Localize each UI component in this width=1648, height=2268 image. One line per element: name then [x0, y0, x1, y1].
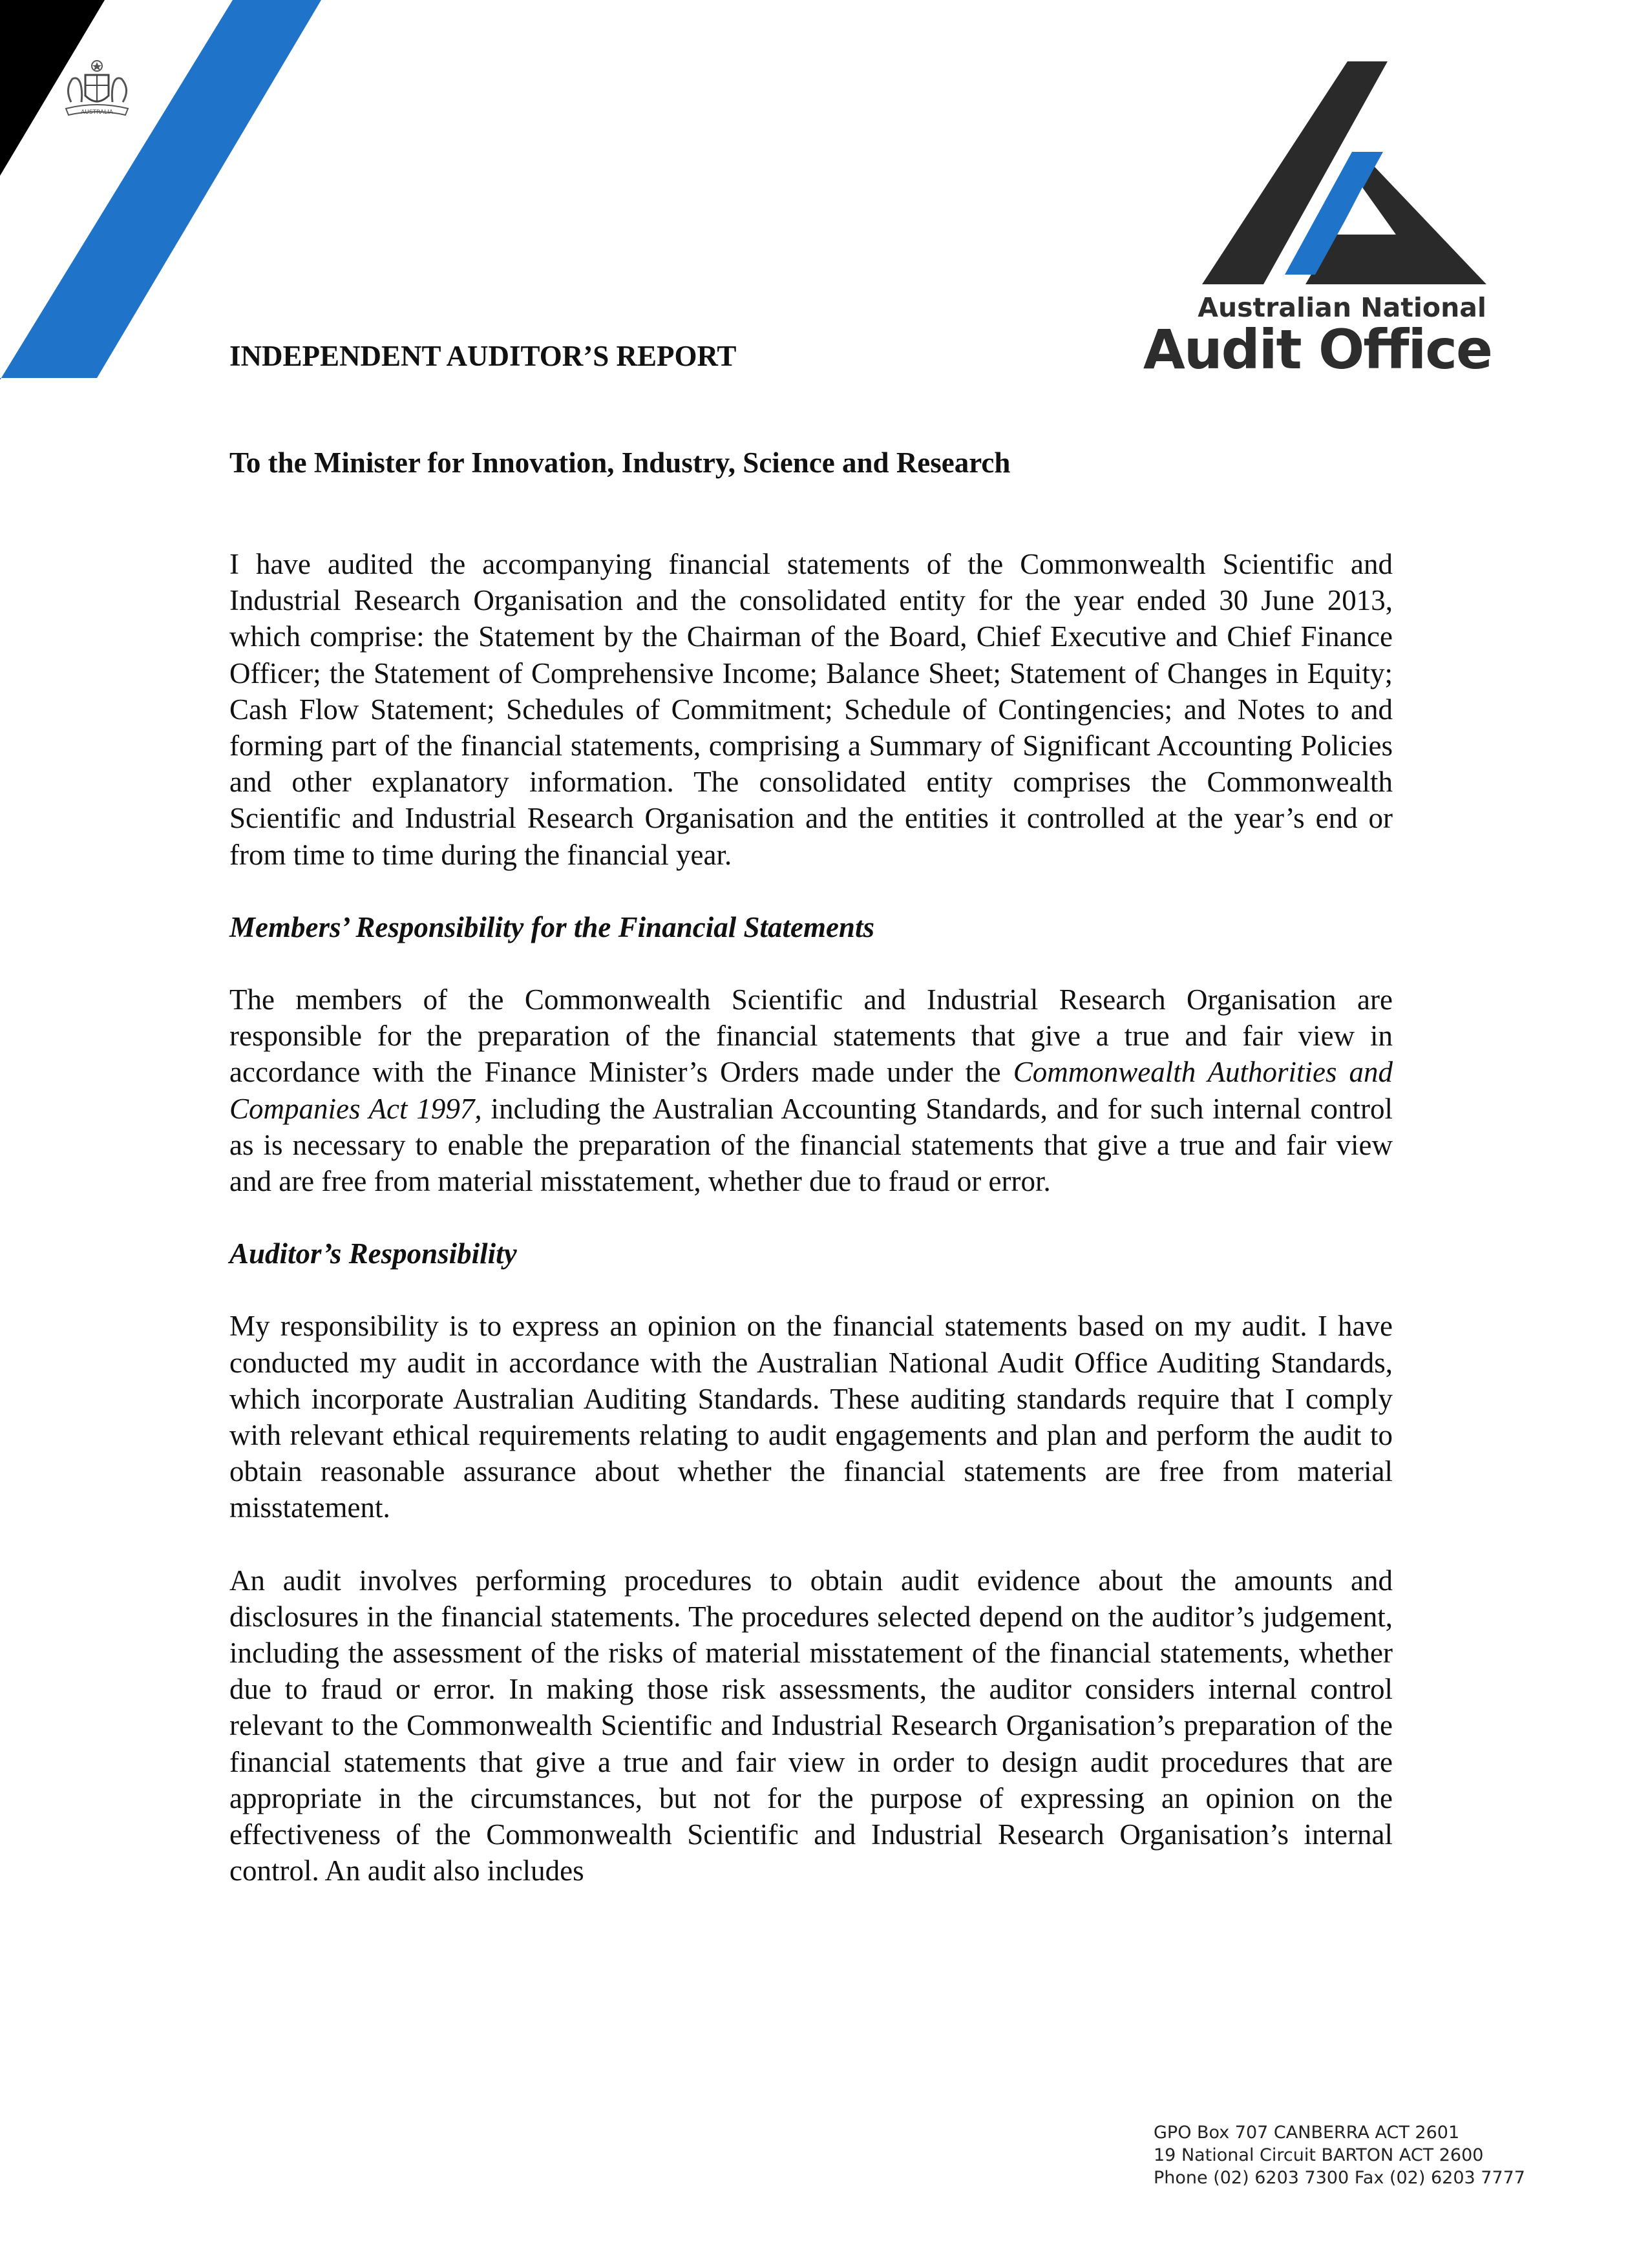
auditor-paragraph-2: An audit involves performing procedures to obtain audit evidence about the amounts and disclosures in the financial statements. The procedures selected depend on the auditor’s judgement, including the assessment of the risks of material misstatement of the financial statements, whether due to fraud or error. In making those risk assessments, the auditor considers internal control relevant to the Commonwealth Scientific and Industrial Research Organisation’s preparation of the financial statements that give a true and fair view in order to design audit procedures that are appropriate in the circumstances, but not for the purpose of expressing an opinion on the effectiveness of the Commonwealth Scientific and Industrial Research Organisation’s internal control. An audit also includes — [229, 1564, 1393, 1887]
members-text-after: including the Australian Accounting Standards, and for such internal control as is necessary to enable the preparation of the financial statements that give a true and fair view and are free from material misstatement, whether due to fraud or error. — [229, 1092, 1393, 1198]
members-text-before: The members of the Commonwealth Scientific and Industrial Research Organisation are responsible for the preparation of the financial statements that give a true and fair view in accordance with the Finance Minister’s Orders made under the — [229, 983, 1393, 1089]
report-addressee: To the Minister for Innovation, Industry, Science and Research — [229, 446, 1011, 479]
auditor-responsibility-heading: Auditor’s Responsibility — [229, 1237, 517, 1270]
header-stripe-graphic — [0, 0, 336, 388]
coat-of-arms-label: AUSTRALIA — [81, 109, 113, 116]
members-act-name: Commonwealth Authorities and Companies Act 1997, — [229, 1056, 1393, 1125]
report-title: INDEPENDENT AUDITOR’S REPORT — [229, 340, 737, 372]
intro-paragraph: I have audited the accompanying financial statements of the Commonwealth Scientific and Industrial Research Organisation and the consolidated entity for the year ended 30 June 2013, which comprise: the Statement by the Chairman of the Board, Chief Executive and Chief Finance Officer; the Statement of Comprehensive Income; Balance Sheet; Statement of Changes in Equity; Cash Flow Statement; Schedules of Commitment; Schedule of Contingencies; and Notes to and forming part of the financial statements, comprising a Summary of Significant Accounting Policies and other explanatory information. The consolidated entity comprises the Commonwealth Scientific and Industrial Research Organisation and the entities it controlled at the year’s end or from time to time during the financial year. — [229, 548, 1393, 871]
footer-street-address: 19 National Circuit BARTON ACT 2600 — [1154, 2145, 1484, 2165]
coat-of-arms-icon — [52, 57, 142, 128]
footer-address — [1154, 2121, 1574, 2189]
members-responsibility-paragraph — [229, 982, 1393, 1199]
members-responsibility-heading: Members’ Responsibility for the Financial Statements — [229, 910, 874, 943]
anao-name-line1: Australian National — [1198, 292, 1486, 323]
anao-logo-icon — [1202, 61, 1486, 288]
auditor-paragraph-1: My responsibility is to express an opinion on the financial statements based on my audit. I have conducted my audit in accordance with the Australian National Audit Office Auditing Standards, which incorporate Australian Auditing Standards. These auditing standards require that I comply with relevant ethical requirements relating to audit engagements and plan and perform the audit to obtain reasonable assurance about whether the financial statements are free from material misstatement. — [229, 1310, 1393, 1524]
footer-postal-address: GPO Box 707 CANBERRA ACT 2601 — [1154, 2123, 1460, 2143]
anao-name-line2: Audit Office — [1143, 318, 1492, 381]
footer-contact-numbers: Phone (02) 6203 7300 Fax (02) 6203 7777 — [1154, 2168, 1525, 2188]
report-body — [229, 546, 1393, 1926]
